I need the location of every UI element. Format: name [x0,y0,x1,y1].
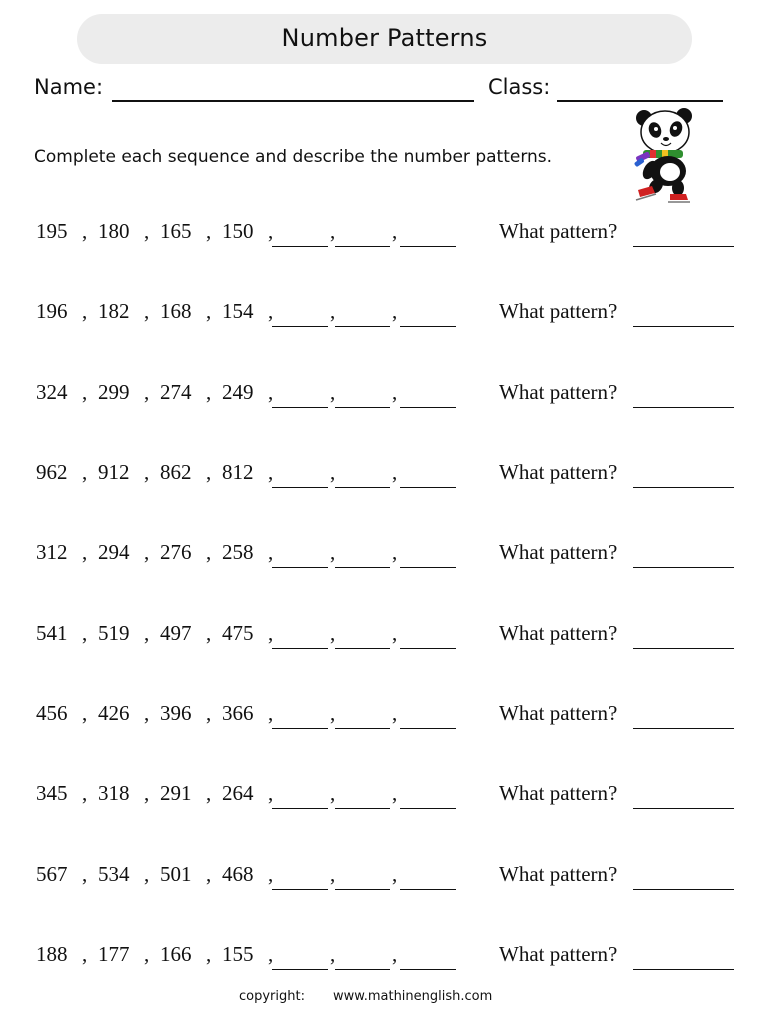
comma: , [330,621,336,645]
answer-blank[interactable] [335,246,390,247]
sequence-number: 188 [36,942,68,966]
comma: , [82,942,88,966]
copyright-label: copyright: [239,989,305,1004]
name-label: Name: [34,75,104,99]
comma: , [392,621,398,645]
comma: , [330,299,336,323]
answer-blank[interactable] [335,567,390,568]
pattern-answer-field[interactable] [633,246,734,247]
comma: , [392,540,398,564]
comma: , [268,862,274,886]
answer-blank[interactable] [335,728,390,729]
answer-blank[interactable] [400,648,456,649]
sequence-number: 475 [222,621,254,645]
sequence-number: 862 [160,460,192,484]
class-label: Class: [488,75,551,99]
comma: , [392,701,398,725]
comma: , [82,460,88,484]
comma: , [206,862,212,886]
comma: , [82,781,88,805]
comma: , [144,380,150,404]
pattern-question: What pattern? [499,781,618,805]
sequence-number: 276 [160,540,192,564]
answer-blank[interactable] [335,808,390,809]
comma: , [268,219,274,243]
comma: , [82,540,88,564]
comma: , [392,299,398,323]
sequence-number: 155 [222,942,254,966]
answer-blank[interactable] [272,889,328,890]
sequence-number: 294 [98,540,130,564]
sequence-number: 318 [98,781,130,805]
answer-blank[interactable] [272,407,328,408]
sequence-number: 182 [98,299,130,323]
comma: , [82,380,88,404]
sequence-number: 154 [222,299,254,323]
copyright-url: www.mathinenglish.com [333,989,493,1004]
comma: , [82,219,88,243]
sequence-number: 150 [222,219,254,243]
sequence-number: 541 [36,621,68,645]
comma: , [144,942,150,966]
problem-row [0,299,768,339]
sequence-number: 812 [222,460,254,484]
comma: , [268,781,274,805]
sequence-number: 177 [98,942,130,966]
sequence-number: 497 [160,621,192,645]
comma: , [330,540,336,564]
comma: , [206,781,212,805]
sequence-number: 180 [98,219,130,243]
answer-blank[interactable] [400,969,456,970]
problem-row [0,540,768,580]
comma: , [392,781,398,805]
pattern-answer-field[interactable] [633,487,734,488]
comma: , [392,942,398,966]
pattern-answer-field[interactable] [633,728,734,729]
answer-blank[interactable] [272,808,328,809]
comma: , [330,380,336,404]
comma: , [206,621,212,645]
comma: , [206,299,212,323]
pattern-question: What pattern? [499,219,618,243]
problem-row [0,781,768,821]
answer-blank[interactable] [400,487,456,488]
pattern-question: What pattern? [499,540,618,564]
comma: , [392,460,398,484]
pattern-question: What pattern? [499,299,618,323]
page-title: Number Patterns [281,24,488,52]
comma: , [144,460,150,484]
sequence-number: 166 [160,942,192,966]
comma: , [206,219,212,243]
answer-blank[interactable] [272,487,328,488]
comma: , [268,540,274,564]
sequence-number: 196 [36,299,68,323]
sequence-number: 299 [98,380,130,404]
sequence-number: 468 [222,862,254,886]
pattern-answer-field[interactable] [633,326,734,327]
comma: , [206,701,212,725]
comma: , [82,862,88,886]
pattern-question: What pattern? [499,621,618,645]
comma: , [330,701,336,725]
answer-blank[interactable] [400,326,456,327]
comma: , [268,701,274,725]
comma: , [144,862,150,886]
comma: , [392,219,398,243]
comma: , [144,299,150,323]
sequence-number: 962 [36,460,68,484]
instructions: Complete each sequence and describe the number patterns. [34,147,553,167]
page-title-banner [77,14,692,64]
pattern-answer-field[interactable] [633,567,734,568]
problem-row [0,460,768,500]
comma: , [268,621,274,645]
comma: , [144,540,150,564]
answer-blank[interactable] [335,969,390,970]
answer-blank[interactable] [335,407,390,408]
answer-blank[interactable] [400,407,456,408]
sequence-number: 249 [222,380,254,404]
answer-blank[interactable] [335,487,390,488]
sequence-number: 312 [36,540,68,564]
pattern-question: What pattern? [499,942,618,966]
comma: , [82,299,88,323]
comma: , [144,219,150,243]
comma: , [392,380,398,404]
comma: , [206,540,212,564]
answer-blank[interactable] [272,567,328,568]
answer-blank[interactable] [335,326,390,327]
sequence-number: 456 [36,701,68,725]
comma: , [268,460,274,484]
sequence-number: 168 [160,299,192,323]
comma: , [82,701,88,725]
comma: , [330,460,336,484]
comma: , [206,460,212,484]
pattern-answer-field[interactable] [633,808,734,809]
answer-blank[interactable] [400,567,456,568]
panda-skater-icon [628,108,702,204]
problem-row [0,621,768,661]
sequence-number: 264 [222,781,254,805]
answer-blank[interactable] [400,889,456,890]
comma: , [330,942,336,966]
answer-blank[interactable] [272,728,328,729]
comma: , [392,862,398,886]
comma: , [330,862,336,886]
sequence-number: 567 [36,862,68,886]
sequence-number: 396 [160,701,192,725]
sequence-number: 534 [98,862,130,886]
answer-blank[interactable] [335,648,390,649]
answer-blank[interactable] [400,808,456,809]
problem-row [0,701,768,741]
sequence-number: 366 [222,701,254,725]
pattern-question: What pattern? [499,380,618,404]
name-field[interactable] [112,100,474,102]
answer-blank[interactable] [272,969,328,970]
sequence-number: 324 [36,380,68,404]
sequence-number: 274 [160,380,192,404]
pattern-answer-field[interactable] [633,648,734,649]
pattern-question: What pattern? [499,701,618,725]
answer-blank[interactable] [335,889,390,890]
comma: , [268,299,274,323]
answer-blank[interactable] [400,728,456,729]
sequence-number: 912 [98,460,130,484]
answer-blank[interactable] [272,326,328,327]
problem-row [0,862,768,902]
problem-row [0,380,768,420]
sequence-number: 195 [36,219,68,243]
pattern-question: What pattern? [499,460,618,484]
comma: , [144,781,150,805]
pattern-answer-field[interactable] [633,969,734,970]
comma: , [206,942,212,966]
answer-blank[interactable] [400,246,456,247]
class-field[interactable] [557,100,723,102]
sequence-number: 501 [160,862,192,886]
problem-row [0,219,768,259]
sequence-number: 165 [160,219,192,243]
comma: , [144,621,150,645]
sequence-number: 345 [36,781,68,805]
comma: , [206,380,212,404]
comma: , [82,621,88,645]
sequence-number: 426 [98,701,130,725]
sequence-number: 291 [160,781,192,805]
answer-blank[interactable] [272,246,328,247]
pattern-answer-field[interactable] [633,407,734,408]
answer-blank[interactable] [272,648,328,649]
sequence-number: 519 [98,621,130,645]
problem-row [0,942,768,982]
comma: , [330,219,336,243]
comma: , [330,781,336,805]
comma: , [268,942,274,966]
pattern-question: What pattern? [499,862,618,886]
sequence-number: 258 [222,540,254,564]
comma: , [268,380,274,404]
comma: , [144,701,150,725]
pattern-answer-field[interactable] [633,889,734,890]
